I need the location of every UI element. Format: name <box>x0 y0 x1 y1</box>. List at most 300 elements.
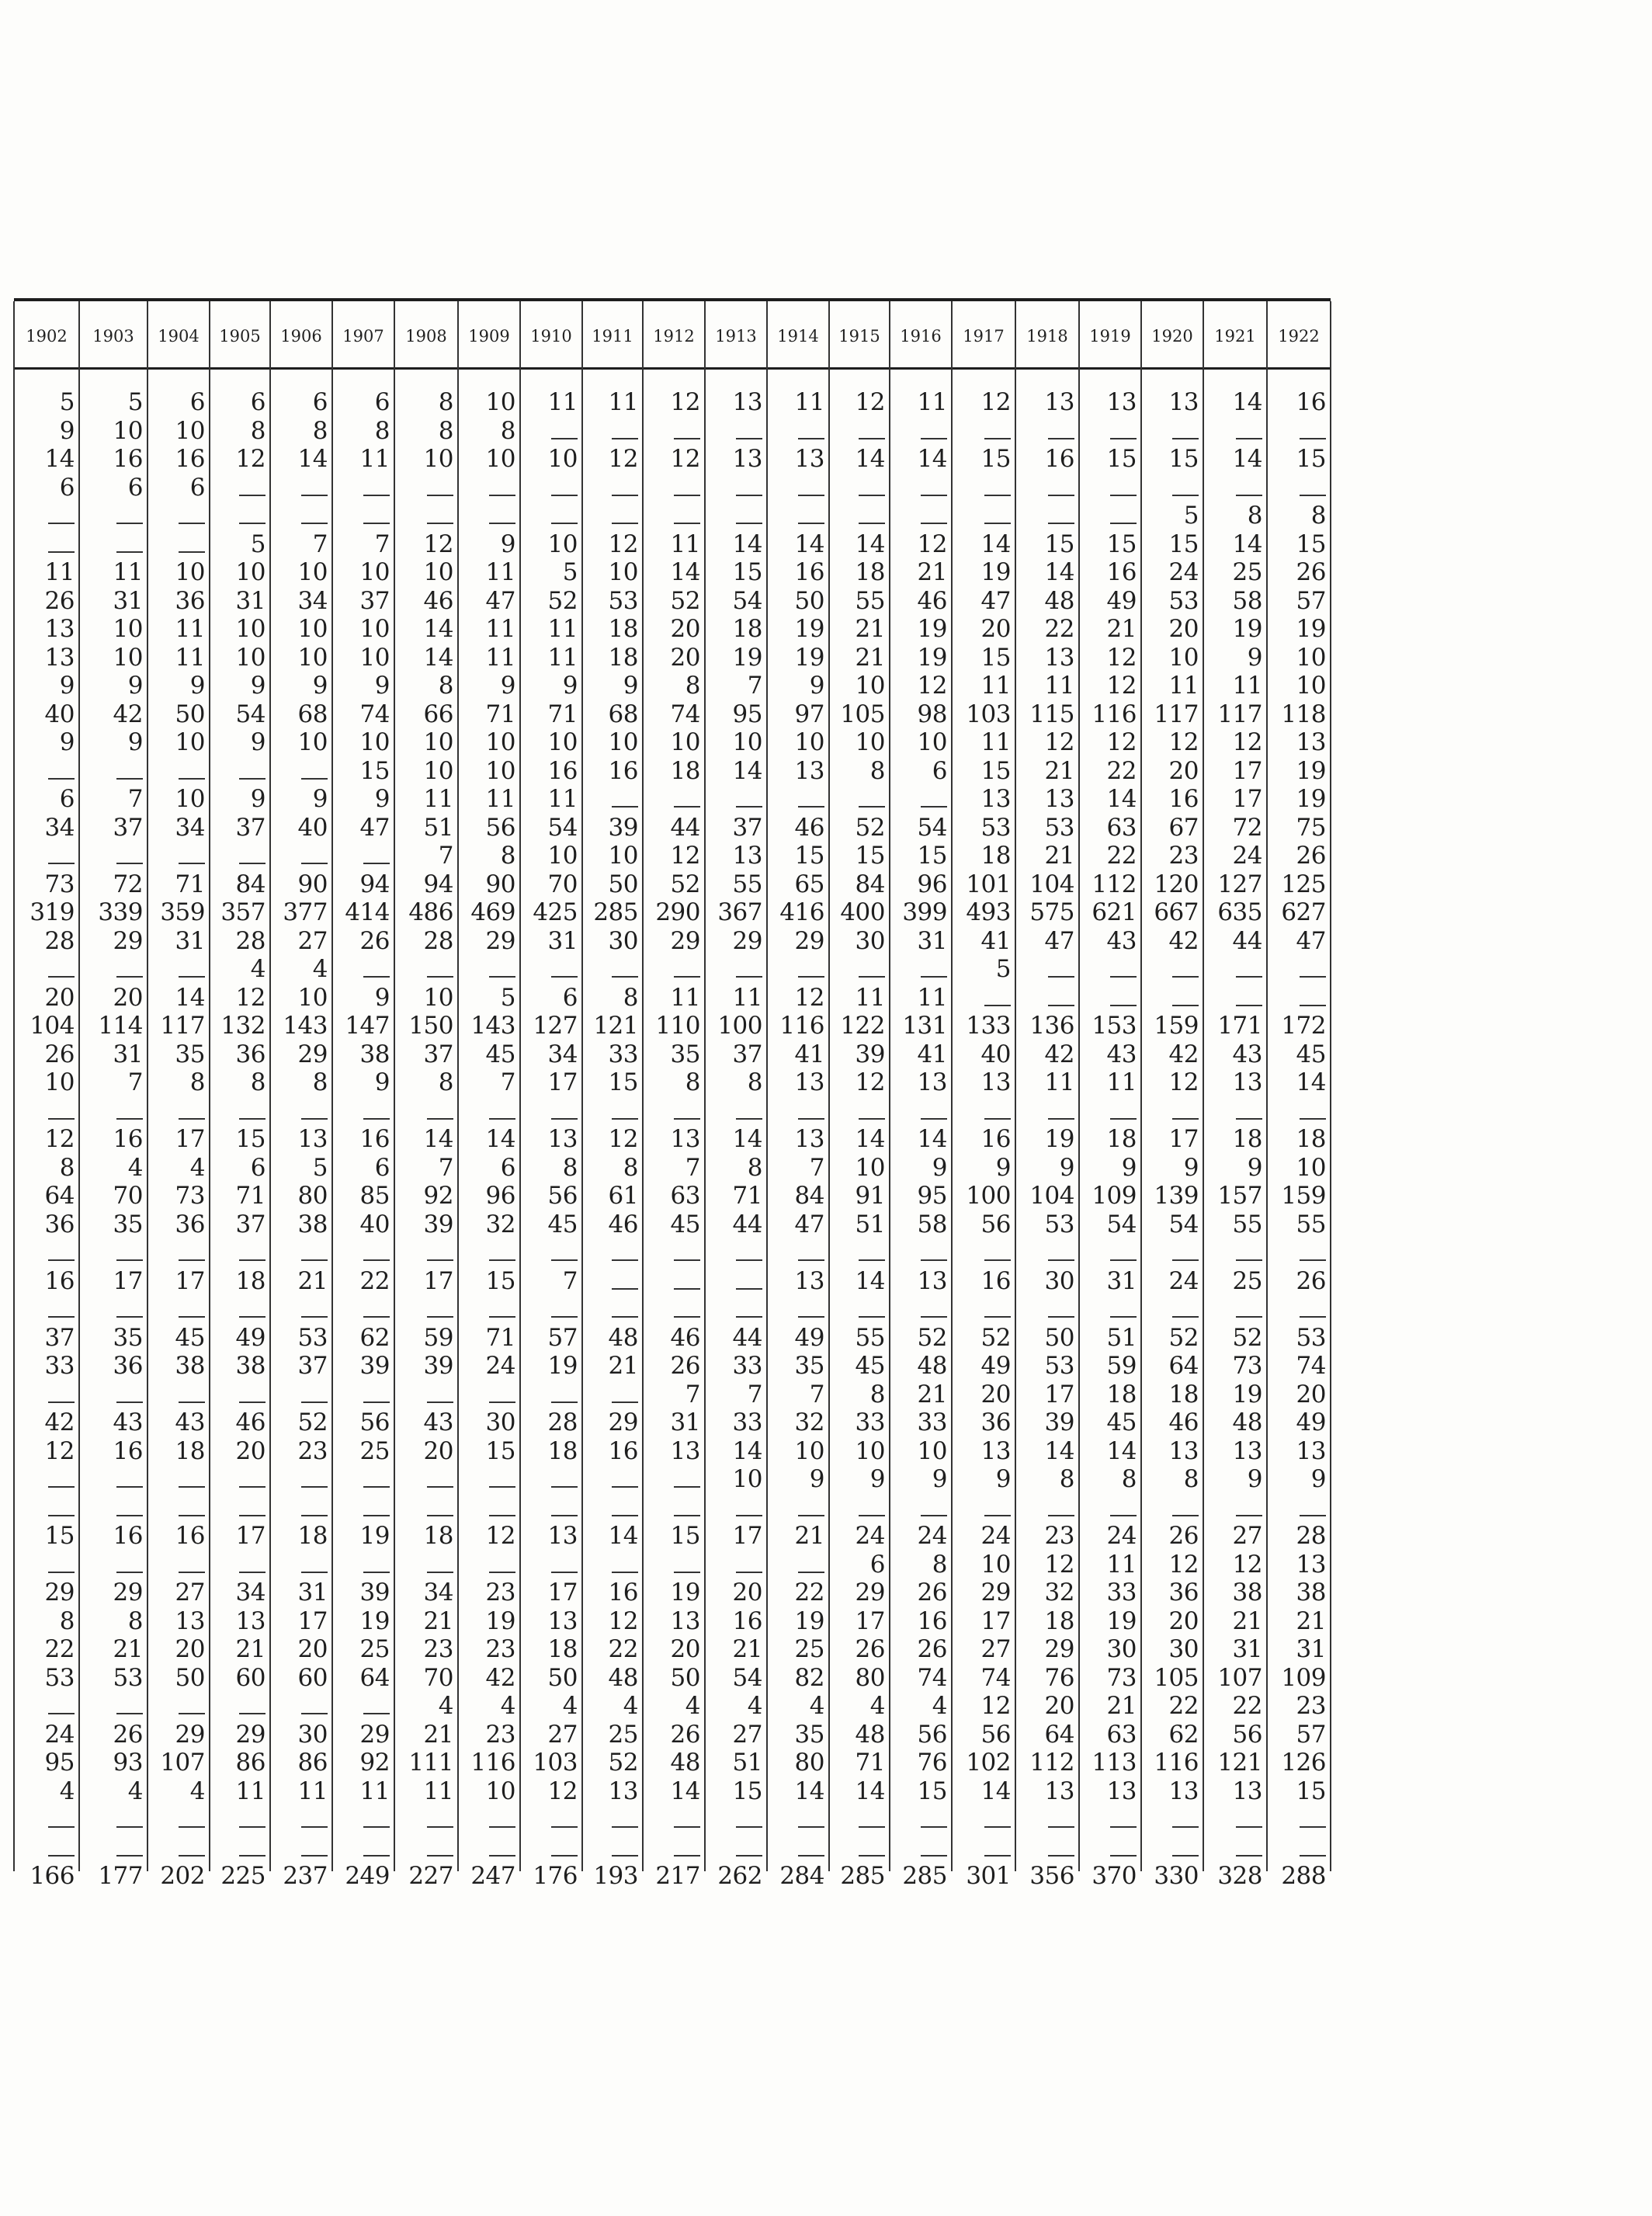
table-cell-value: 328 <box>1217 1862 1262 1890</box>
table-cell-value: 10 <box>794 728 824 756</box>
empty-cell-dash <box>116 863 143 864</box>
table-cell-value: 29 <box>855 1579 885 1606</box>
empty-cell-dash <box>116 976 143 978</box>
table-cell-value: 20 <box>980 1380 1011 1408</box>
table-cell-value: 15 <box>794 842 824 870</box>
table-cell-value: 40 <box>44 700 75 728</box>
table-cell-value: 13 <box>794 756 824 785</box>
column-divider <box>1078 301 1080 1871</box>
table-cell-value: 25 <box>359 1436 390 1465</box>
table-cell-value: 10 <box>485 728 515 756</box>
table-cell-value: 15 <box>44 1522 75 1550</box>
table-cell-value: 57 <box>547 1323 578 1352</box>
empty-cell-dash <box>427 523 453 524</box>
column-divider <box>78 301 80 1871</box>
table-cell-value: 39 <box>423 1352 453 1380</box>
table-cell-value: 29 <box>175 1720 205 1749</box>
column-divider <box>457 301 459 1871</box>
table-cell-value: 8 <box>562 1153 578 1182</box>
table-cell-value: 31 <box>547 926 578 955</box>
table-cell-value: 172 <box>1281 1012 1326 1040</box>
table-cell-value: 5 <box>59 388 75 416</box>
table-cell-value: 19 <box>794 1606 824 1635</box>
table-cell-value: 16 <box>1168 785 1199 813</box>
table-cell-value: 18 <box>1232 1125 1262 1153</box>
empty-cell-dash <box>674 495 700 496</box>
table-cell-value: 17 <box>423 1266 453 1295</box>
table-cell-value: 21 <box>297 1266 328 1295</box>
table-cell-value: 23 <box>1044 1522 1074 1550</box>
table-cell-value: 71 <box>855 1749 885 1777</box>
table-cell-value: 104 <box>1029 870 1074 898</box>
table-cell-value: 6 <box>312 388 328 416</box>
table-cell-value: 45 <box>855 1352 885 1380</box>
table-cell-value: 15 <box>732 558 762 586</box>
empty-cell-dash <box>116 551 143 553</box>
table-cell-value: 18 <box>423 1522 453 1550</box>
table-cell-value: 55 <box>732 870 762 898</box>
table-cell-value: 10 <box>732 1465 762 1493</box>
table-cell-value: 12 <box>1232 1550 1262 1579</box>
table-cell-value: 46 <box>608 1210 638 1238</box>
empty-cell-dash <box>239 1401 266 1403</box>
table-cell-value: 9 <box>562 672 578 700</box>
table-cell-value: 50 <box>794 586 824 615</box>
table-cell-value: 10 <box>608 842 638 870</box>
table-cell-value: 5 <box>1183 502 1199 530</box>
table-cell-value: 14 <box>732 530 762 558</box>
table-cell-value: 40 <box>980 1040 1011 1068</box>
table-cell-value: 101 <box>966 870 1011 898</box>
empty-cell-dash <box>179 1118 205 1120</box>
empty-cell-dash <box>859 1118 885 1120</box>
empty-cell-dash <box>859 495 885 496</box>
table-cell-value: 39 <box>359 1579 390 1606</box>
empty-cell-dash <box>736 1515 762 1516</box>
empty-cell-dash <box>179 1486 205 1488</box>
table-cell-value: 21 <box>113 1635 143 1663</box>
empty-cell-dash <box>551 1259 578 1261</box>
empty-cell-dash <box>239 1855 266 1857</box>
year-header: 1910 <box>530 327 572 346</box>
empty-cell-dash <box>674 1572 700 1573</box>
table-cell-value: 24 <box>485 1352 515 1380</box>
table-cell-value: 122 <box>840 1012 885 1040</box>
column-divider <box>642 301 644 1871</box>
table-cell-value: 32 <box>1044 1579 1074 1606</box>
empty-cell-dash <box>1048 1826 1074 1828</box>
table-cell-value: 33 <box>855 1408 885 1436</box>
table-cell-value: 48 <box>608 1663 638 1692</box>
table-cell-value: 9 <box>189 672 205 700</box>
table-cell-value: 18 <box>235 1266 266 1295</box>
table-cell-value: 10 <box>423 756 453 785</box>
table-cell-value: 25 <box>608 1720 638 1749</box>
table-cell-value: 26 <box>917 1635 947 1663</box>
table-cell-value: 133 <box>966 1012 1011 1040</box>
empty-cell-dash <box>798 1316 824 1318</box>
empty-cell-dash <box>859 1855 885 1857</box>
table-cell-value: 176 <box>533 1862 578 1890</box>
empty-cell-dash <box>48 1713 75 1714</box>
table-cell-value: 16 <box>1044 445 1074 473</box>
table-cell-value: 34 <box>44 813 75 842</box>
table-cell-value: 9 <box>1183 1153 1199 1182</box>
table-cell-value: 14 <box>44 445 75 473</box>
table-cell-value: 60 <box>235 1663 266 1692</box>
table-cell-value: 10 <box>855 672 885 700</box>
empty-cell-dash <box>921 1515 947 1516</box>
year-header: 1922 <box>1278 327 1320 346</box>
table-cell-value: 11 <box>855 983 885 1012</box>
table-cell-value: 40 <box>359 1210 390 1238</box>
table-cell-value: 4 <box>250 955 266 983</box>
table-cell-value: 10 <box>297 615 328 643</box>
year-header: 1909 <box>468 327 510 346</box>
table-cell-value: 15 <box>917 1777 947 1805</box>
table-cell-value: 6 <box>250 388 266 416</box>
table-cell-value: 21 <box>1044 842 1074 870</box>
table-cell-value: 20 <box>980 615 1011 643</box>
table-cell-value: 6 <box>869 1550 885 1579</box>
table-cell-value: 30 <box>1106 1635 1137 1663</box>
empty-cell-dash <box>612 495 638 496</box>
table-cell-value: 621 <box>1092 898 1137 926</box>
table-cell-value: 8 <box>189 1068 205 1096</box>
table-cell-value: 13 <box>670 1606 700 1635</box>
table-cell-value: 109 <box>1092 1182 1137 1210</box>
table-cell-value: 16 <box>794 558 824 586</box>
empty-cell-dash <box>301 1316 328 1318</box>
empty-cell-dash <box>301 1118 328 1120</box>
empty-cell-dash <box>1300 976 1326 978</box>
table-cell-value: 96 <box>485 1182 515 1210</box>
table-cell-value: 10 <box>359 643 390 672</box>
table-cell-value: 13 <box>1044 388 1074 416</box>
table-cell-value: 18 <box>855 558 885 586</box>
empty-cell-dash <box>1172 1826 1199 1828</box>
table-cell-value: 12 <box>855 1068 885 1096</box>
table-cell-value: 11 <box>359 445 390 473</box>
table-cell-value: 11 <box>794 388 824 416</box>
table-cell-value: 22 <box>1106 842 1137 870</box>
table-cell-value: 71 <box>732 1182 762 1210</box>
empty-cell-dash <box>984 1005 1011 1006</box>
empty-cell-dash <box>179 1259 205 1261</box>
table-cell-value: 67 <box>1168 813 1199 842</box>
empty-cell-dash <box>736 1572 762 1573</box>
table-cell-value: 31 <box>917 926 947 955</box>
table-cell-value: 94 <box>423 870 453 898</box>
table-cell-value: 14 <box>423 1125 453 1153</box>
table-cell-value: 19 <box>794 615 824 643</box>
table-cell-value: 53 <box>1044 1210 1074 1238</box>
table-cell-value: 54 <box>732 586 762 615</box>
table-cell-value: 121 <box>593 1012 638 1040</box>
table-cell-value: 29 <box>485 926 515 955</box>
empty-cell-dash <box>612 438 638 439</box>
table-cell-value: 10 <box>855 728 885 756</box>
table-cell-value: 10 <box>359 728 390 756</box>
table-cell-value: 9 <box>1310 1465 1326 1493</box>
table-cell-value: 11 <box>1044 1068 1074 1096</box>
table-cell-value: 8 <box>747 1068 762 1096</box>
table-cell-value: 16 <box>608 1579 638 1606</box>
empty-cell-dash <box>1236 1259 1262 1261</box>
table-cell-value: 47 <box>485 586 515 615</box>
empty-cell-dash <box>921 1826 947 1828</box>
table-cell-value: 9 <box>995 1465 1011 1493</box>
table-cell-value: 10 <box>297 558 328 586</box>
empty-cell-dash <box>798 1826 824 1828</box>
empty-cell-dash <box>489 1826 515 1828</box>
empty-cell-dash <box>1172 1005 1199 1006</box>
table-cell-value: 10 <box>794 1436 824 1465</box>
empty-cell-dash <box>984 1259 1011 1261</box>
table-cell-value: 86 <box>235 1749 266 1777</box>
table-cell-value: 10 <box>235 615 266 643</box>
table-cell-value: 4 <box>809 1692 824 1720</box>
table-cell-value: 10 <box>235 558 266 586</box>
table-cell-value: 64 <box>44 1182 75 1210</box>
table-cell-value: 11 <box>670 530 700 558</box>
table-cell-value: 21 <box>608 1352 638 1380</box>
table-cell-value: 11 <box>485 785 515 813</box>
table-cell-value: 11 <box>1168 672 1199 700</box>
table-cell-value: 75 <box>1296 813 1326 842</box>
table-cell-value: 5 <box>312 1153 328 1182</box>
empty-cell-dash <box>674 976 700 978</box>
table-cell-value: 13 <box>1106 1777 1137 1805</box>
table-cell-value: 37 <box>235 813 266 842</box>
table-cell-value: 14 <box>670 558 700 586</box>
table-cell-value: 13 <box>794 445 824 473</box>
table-cell-value: 13 <box>1168 1777 1199 1805</box>
table-cell-value: 34 <box>547 1040 578 1068</box>
empty-cell-dash <box>489 1855 515 1857</box>
empty-cell-dash <box>1300 1259 1326 1261</box>
table-cell-value: 48 <box>1232 1408 1262 1436</box>
table-cell-value: 10 <box>113 643 143 672</box>
table-cell-value: 117 <box>1154 700 1199 728</box>
table-cell-value: 12 <box>670 445 700 473</box>
table-cell-value: 10 <box>175 558 205 586</box>
table-cell-value: 85 <box>359 1182 390 1210</box>
table-cell-value: 39 <box>359 1352 390 1380</box>
table-cell-value: 177 <box>98 1862 143 1890</box>
empty-cell-dash <box>674 1855 700 1857</box>
table-cell-value: 359 <box>160 898 205 926</box>
empty-cell-dash <box>612 1826 638 1828</box>
table-cell-value: 301 <box>966 1862 1011 1890</box>
table-cell-value: 29 <box>235 1720 266 1749</box>
table-cell-value: 37 <box>359 586 390 615</box>
table-cell-value: 14 <box>980 1777 1011 1805</box>
table-cell-value: 41 <box>794 1040 824 1068</box>
empty-cell-dash <box>1172 495 1199 496</box>
table-cell-value: 48 <box>917 1352 947 1380</box>
table-cell-value: 41 <box>917 1040 947 1068</box>
empty-cell-dash <box>674 1316 700 1318</box>
table-cell-value: 86 <box>297 1749 328 1777</box>
table-cell-value: 44 <box>670 813 700 842</box>
table-cell-value: 71 <box>485 700 515 728</box>
table-cell-value: 105 <box>840 700 885 728</box>
table-cell-value: 90 <box>485 870 515 898</box>
table-cell-value: 59 <box>1106 1352 1137 1380</box>
table-cell-value: 18 <box>175 1436 205 1465</box>
table-cell-value: 54 <box>917 813 947 842</box>
empty-cell-dash <box>1048 1316 1074 1318</box>
table-cell-value: 50 <box>1044 1323 1074 1352</box>
table-cell-value: 159 <box>1281 1182 1326 1210</box>
table-cell-value: 17 <box>235 1522 266 1550</box>
empty-cell-dash <box>48 1118 75 1120</box>
empty-cell-dash <box>674 438 700 439</box>
table-cell-value: 9 <box>809 1465 824 1493</box>
table-cell-value: 12 <box>670 388 700 416</box>
table-cell-value: 42 <box>485 1663 515 1692</box>
table-cell-value: 25 <box>1232 1266 1262 1295</box>
column-divider <box>209 301 210 1871</box>
table-cell-value: 11 <box>547 388 578 416</box>
table-cell-value: 12 <box>1106 672 1137 700</box>
table-cell-value: 14 <box>855 1266 885 1295</box>
empty-cell-dash <box>179 1826 205 1828</box>
empty-cell-dash <box>239 1486 266 1488</box>
table-cell-value: 35 <box>670 1040 700 1068</box>
table-cell-value: 53 <box>1296 1323 1326 1352</box>
table-cell-value: 34 <box>175 813 205 842</box>
table-cell-value: 36 <box>44 1210 75 1238</box>
table-cell-value: 13 <box>917 1266 947 1295</box>
table-cell-value: 52 <box>1168 1323 1199 1352</box>
empty-cell-dash <box>1300 1316 1326 1318</box>
table-cell-value: 14 <box>855 445 885 473</box>
empty-cell-dash <box>301 523 328 524</box>
empty-cell-dash <box>674 1288 700 1290</box>
table-cell-value: 12 <box>1232 728 1262 756</box>
table-cell-value: 60 <box>297 1663 328 1692</box>
table-cell-value: 22 <box>44 1635 75 1663</box>
table-cell-value: 12 <box>608 445 638 473</box>
table-cell-value: 4 <box>127 1777 143 1805</box>
table-cell-value: 10 <box>175 416 205 445</box>
table-cell-value: 17 <box>297 1606 328 1635</box>
table-cell-value: 52 <box>855 813 885 842</box>
year-header: 1908 <box>405 327 447 346</box>
table-cell-value: 147 <box>345 1012 390 1040</box>
table-cell-value: 10 <box>297 728 328 756</box>
table-cell-value: 56 <box>485 813 515 842</box>
table-cell-value: 14 <box>794 530 824 558</box>
empty-cell-dash <box>736 523 762 524</box>
table-cell-value: 74 <box>917 1663 947 1692</box>
table-cell-value: 19 <box>1232 615 1262 643</box>
table-cell-value: 15 <box>1106 445 1137 473</box>
table-cell-value: 9 <box>1059 1153 1074 1182</box>
table-cell-value: 25 <box>1232 558 1262 586</box>
table-cell-value: 36 <box>175 1210 205 1238</box>
empty-cell-dash <box>736 1826 762 1828</box>
table-cell-value: 24 <box>917 1522 947 1550</box>
table-cell-value: 10 <box>1296 672 1326 700</box>
table-cell-value: 82 <box>794 1663 824 1692</box>
table-cell-value: 11 <box>1232 672 1262 700</box>
empty-cell-dash <box>301 495 328 496</box>
table-cell-value: 15 <box>980 445 1011 473</box>
table-cell-value: 17 <box>1044 1380 1074 1408</box>
empty-cell-dash <box>551 523 578 524</box>
table-cell-value: 13 <box>670 1436 700 1465</box>
empty-cell-dash <box>116 1855 143 1857</box>
table-cell-value: 114 <box>98 1012 143 1040</box>
empty-cell-dash <box>1048 1855 1074 1857</box>
empty-cell-dash <box>551 1855 578 1857</box>
table-cell-value: 48 <box>1044 586 1074 615</box>
table-cell-value: 112 <box>1029 1749 1074 1777</box>
empty-cell-dash <box>612 806 638 808</box>
empty-cell-dash <box>239 1259 266 1261</box>
table-cell-value: 9 <box>809 672 824 700</box>
empty-cell-dash <box>859 1316 885 1318</box>
table-cell-value: 14 <box>732 1125 762 1153</box>
table-cell-value: 19 <box>1296 756 1326 785</box>
empty-cell-dash <box>116 1572 143 1573</box>
empty-cell-dash <box>1110 1316 1137 1318</box>
table-cell-value: 12 <box>670 842 700 870</box>
table-cell-value: 11 <box>113 558 143 586</box>
table-cell-value: 52 <box>980 1323 1011 1352</box>
table-cell-value: 10 <box>547 445 578 473</box>
empty-cell-dash <box>48 976 75 978</box>
table-cell-value: 100 <box>966 1182 1011 1210</box>
table-cell-value: 19 <box>917 615 947 643</box>
table-cell-value: 10 <box>485 388 515 416</box>
table-cell-value: 47 <box>794 1210 824 1238</box>
table-cell-value: 6 <box>189 388 205 416</box>
empty-cell-dash <box>1300 1005 1326 1006</box>
table-cell-value: 32 <box>794 1408 824 1436</box>
table-cell-value: 18 <box>1106 1380 1137 1408</box>
table-cell-value: 57 <box>1296 1720 1326 1749</box>
table-cell-value: 12 <box>917 672 947 700</box>
table-cell-value: 16 <box>113 1522 143 1550</box>
column-divider <box>1266 301 1268 1871</box>
table-cell-value: 18 <box>670 756 700 785</box>
table-cell-value: 288 <box>1281 1862 1326 1890</box>
table-cell-value: 4 <box>59 1777 75 1805</box>
table-cell-value: 131 <box>902 1012 947 1040</box>
table-cell-value: 58 <box>917 1210 947 1238</box>
empty-cell-dash <box>736 1259 762 1261</box>
empty-cell-dash <box>489 1401 515 1403</box>
table-cell-value: 19 <box>1044 1125 1074 1153</box>
table-cell-value: 29 <box>608 1408 638 1436</box>
empty-cell-dash <box>798 523 824 524</box>
table-cell-value: 11 <box>44 558 75 586</box>
empty-cell-dash <box>612 976 638 978</box>
table-cell-value: 14 <box>670 1777 700 1805</box>
empty-cell-dash <box>489 523 515 524</box>
table-cell-value: 31 <box>235 586 266 615</box>
table-cell-value: 12 <box>235 983 266 1012</box>
table-cell-value: 16 <box>175 1522 205 1550</box>
table-cell-value: 10 <box>175 728 205 756</box>
table-cell-value: 10 <box>423 728 453 756</box>
header-rule <box>14 367 1331 370</box>
table-cell-value: 37 <box>113 813 143 842</box>
